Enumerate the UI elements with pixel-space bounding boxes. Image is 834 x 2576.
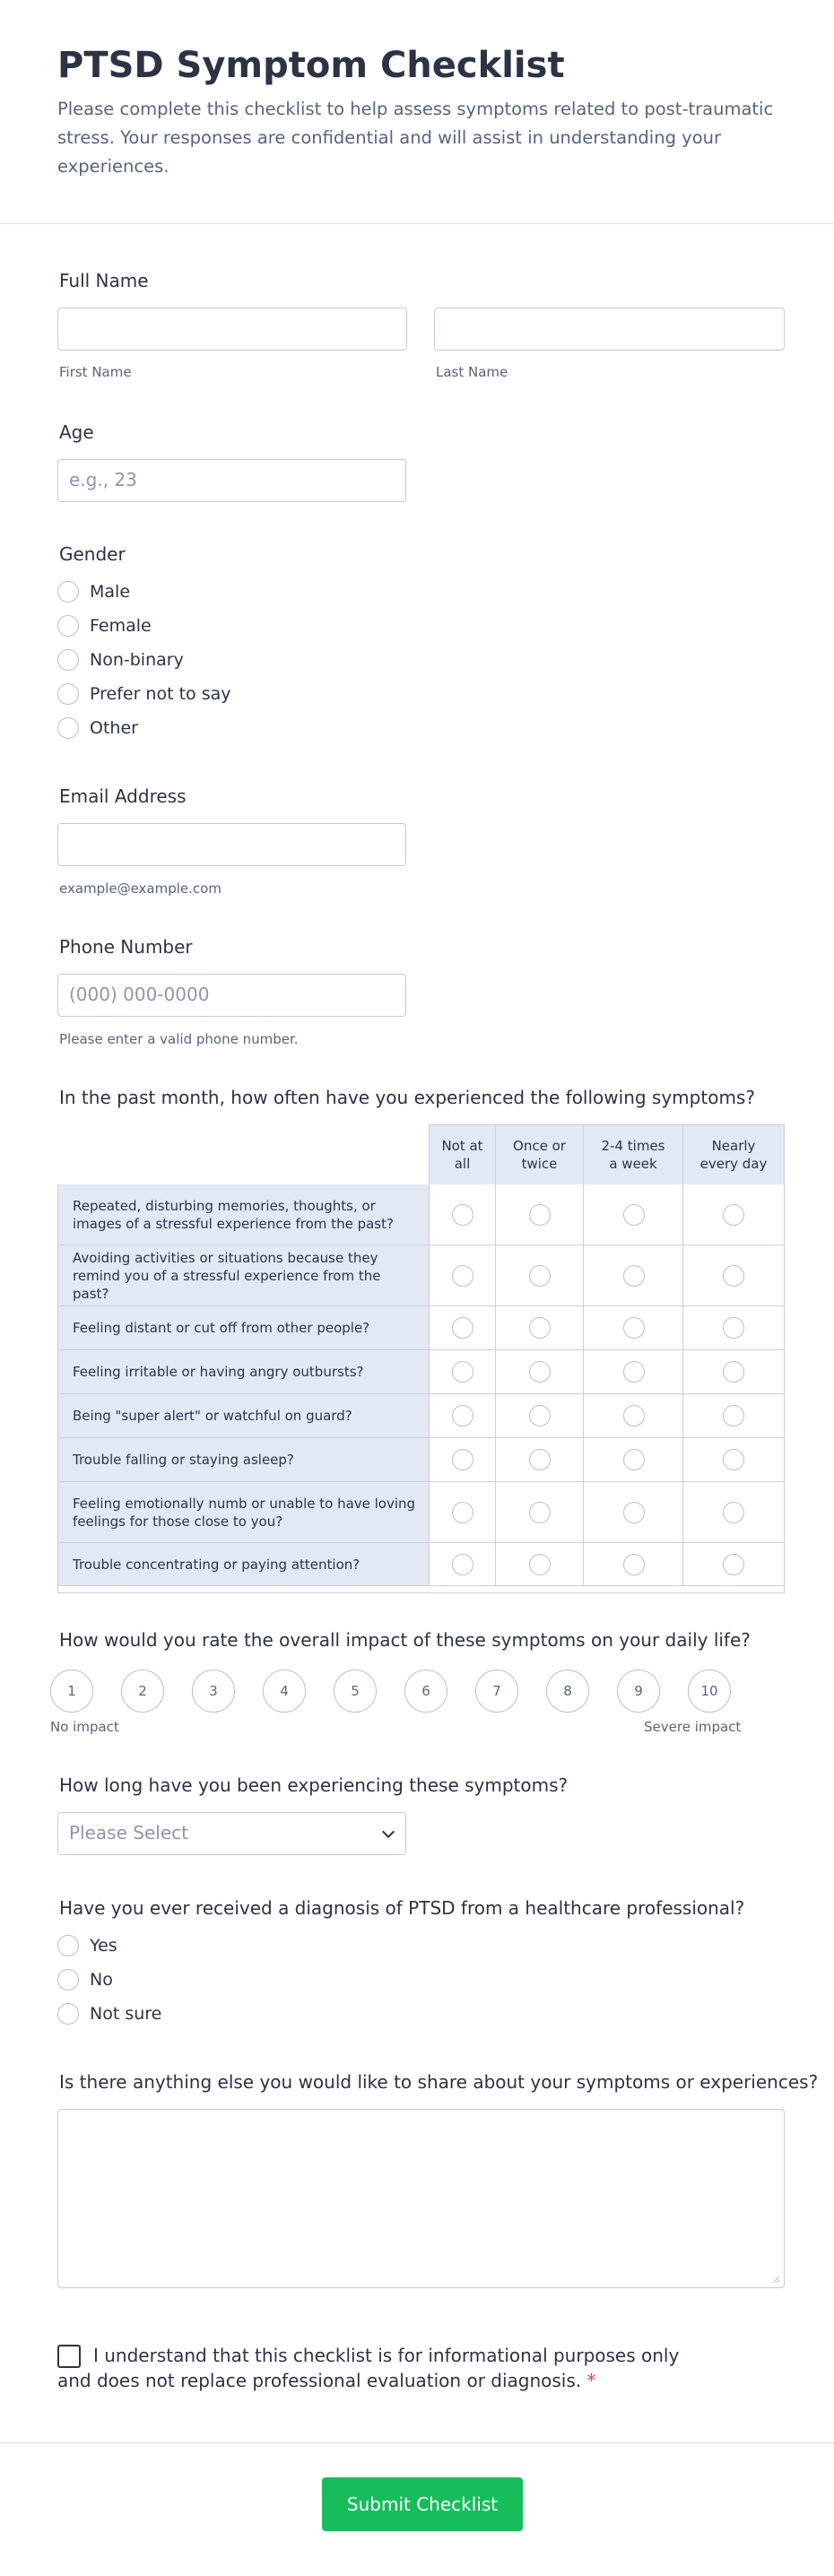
chevron-down-icon xyxy=(382,1826,395,1838)
matrix-cell[interactable] xyxy=(682,1394,784,1438)
radio-button[interactable] xyxy=(57,615,79,637)
gender-option-female[interactable]: Female xyxy=(57,609,231,643)
matrix-radio-button[interactable] xyxy=(723,1361,744,1383)
matrix-radio-button[interactable] xyxy=(452,1449,473,1470)
matrix-cell[interactable] xyxy=(682,1438,784,1482)
matrix-question: In the past month, how often have you experienced the following symptoms? xyxy=(59,1087,755,1108)
matrix-column-header: Once or twice xyxy=(495,1124,584,1185)
duration-selected-value: Please Select xyxy=(69,1822,188,1843)
radio-button[interactable] xyxy=(57,581,79,603)
gender-option-prefer-not-to-say[interactable]: Prefer not to say xyxy=(57,677,231,711)
matrix-cell[interactable] xyxy=(682,1184,784,1245)
notes-label: Is there anything else you would like to share about your symptoms or experiences? xyxy=(59,2071,819,2093)
matrix-radio-button[interactable] xyxy=(723,1449,744,1470)
email-label: Email Address xyxy=(59,785,187,807)
phone-input[interactable]: (000) 000-0000 xyxy=(57,974,406,1017)
matrix-radio-button[interactable] xyxy=(623,1265,645,1287)
matrix-radio-button[interactable] xyxy=(452,1554,473,1575)
matrix-cell[interactable] xyxy=(682,1245,784,1306)
impact-scale-option[interactable]: 8 xyxy=(546,1670,589,1713)
radio-button[interactable] xyxy=(57,1935,79,1956)
last-name-sublabel: Last Name xyxy=(436,364,508,380)
matrix-radio-button[interactable] xyxy=(723,1502,744,1523)
matrix-cell[interactable] xyxy=(429,1245,496,1306)
matrix-column-header: 2-4 times a week xyxy=(583,1124,683,1185)
phone-sublabel: Please enter a valid phone number. xyxy=(59,1031,299,1047)
matrix-cell[interactable] xyxy=(583,1482,683,1543)
impact-scale-option[interactable]: 9 xyxy=(617,1670,660,1713)
matrix-radio-button[interactable] xyxy=(529,1405,551,1427)
diagnosis-option-not-sure[interactable]: Not sure xyxy=(57,1997,161,2031)
matrix-radio-button[interactable] xyxy=(529,1204,551,1226)
gender-label: Gender xyxy=(59,543,126,565)
matrix-cell[interactable] xyxy=(583,1350,683,1394)
impact-high-label: Severe impact xyxy=(644,1719,742,1735)
matrix-radio-button[interactable] xyxy=(623,1554,645,1575)
matrix-radio-button[interactable] xyxy=(529,1317,551,1339)
matrix-radio-button[interactable] xyxy=(723,1204,744,1226)
matrix-radio-button[interactable] xyxy=(452,1204,473,1226)
matrix-radio-button[interactable] xyxy=(623,1502,645,1523)
matrix-cell[interactable] xyxy=(583,1394,683,1438)
matrix-radio-button[interactable] xyxy=(529,1265,551,1287)
submit-button[interactable]: Submit Checklist xyxy=(322,2477,523,2531)
matrix-cell[interactable] xyxy=(682,1350,784,1394)
duration-select[interactable] xyxy=(57,1812,406,1855)
matrix-cell[interactable] xyxy=(495,1350,584,1394)
matrix-row-label: Feeling distant or cut off from other people? xyxy=(58,1306,429,1350)
diagnosis-option-no[interactable]: No xyxy=(57,1963,161,1997)
matrix-cell[interactable] xyxy=(495,1438,584,1482)
matrix-row xyxy=(58,1394,784,1438)
matrix-row xyxy=(58,1184,784,1245)
matrix-radio-button[interactable] xyxy=(452,1502,473,1523)
gender-options xyxy=(57,575,231,745)
matrix-radio-button[interactable] xyxy=(623,1361,645,1383)
impact-scale-option[interactable]: 2 xyxy=(121,1670,164,1713)
matrix-radio-button[interactable] xyxy=(452,1405,473,1427)
diagnosis-options xyxy=(57,1929,161,2031)
impact-scale xyxy=(50,1670,739,1713)
age-input[interactable]: e.g., 23 xyxy=(57,459,406,502)
full-name-label: Full Name xyxy=(59,270,149,291)
matrix-cell[interactable] xyxy=(429,1543,496,1586)
matrix-cell[interactable] xyxy=(429,1184,496,1245)
matrix-cell[interactable] xyxy=(682,1482,784,1543)
matrix-cell[interactable] xyxy=(495,1543,584,1586)
resize-grip-icon[interactable] xyxy=(771,2275,780,2284)
first-name-sublabel: First Name xyxy=(59,364,132,380)
last-name-input[interactable] xyxy=(434,308,785,351)
required-mark: * xyxy=(586,2370,596,2391)
matrix-row-label: Trouble concentrating or paying attention? xyxy=(58,1543,429,1586)
gender-option-male[interactable]: Male xyxy=(57,575,231,609)
matrix-cell[interactable] xyxy=(583,1543,683,1586)
impact-scale-option[interactable]: 10 xyxy=(688,1670,731,1713)
matrix-cell[interactable] xyxy=(495,1306,584,1350)
matrix-cell[interactable] xyxy=(429,1394,496,1438)
matrix-radio-button[interactable] xyxy=(623,1405,645,1427)
matrix-cell[interactable] xyxy=(495,1245,584,1306)
matrix-cell[interactable] xyxy=(682,1543,784,1586)
matrix-cell[interactable] xyxy=(583,1438,683,1482)
gender-option-other[interactable]: Other xyxy=(57,711,231,745)
matrix-radio-button[interactable] xyxy=(452,1265,473,1287)
radio-button[interactable] xyxy=(57,2003,79,2025)
matrix-cell[interactable] xyxy=(429,1350,496,1394)
matrix-cell[interactable] xyxy=(583,1245,683,1306)
matrix-radio-button[interactable] xyxy=(723,1405,744,1427)
diagnosis-option-yes[interactable]: Yes xyxy=(57,1929,161,1963)
impact-scale-option[interactable]: 3 xyxy=(192,1670,235,1713)
matrix-row-label: Feeling irritable or having angry outbursts? xyxy=(58,1350,429,1394)
page-title: PTSD Symptom Checklist xyxy=(57,45,565,86)
matrix-radio-button[interactable] xyxy=(623,1317,645,1339)
impact-low-label: No impact xyxy=(50,1719,119,1735)
impact-scale-option[interactable]: 6 xyxy=(404,1670,447,1713)
email-input[interactable] xyxy=(57,823,406,866)
matrix-row xyxy=(58,1438,784,1482)
email-sublabel: example@example.com xyxy=(59,880,222,897)
matrix-cell[interactable] xyxy=(429,1438,496,1482)
matrix-radio-button[interactable] xyxy=(623,1449,645,1470)
matrix-cell[interactable] xyxy=(495,1184,584,1245)
matrix-radio-button[interactable] xyxy=(723,1265,744,1287)
diagnosis-label: Have you ever received a diagnosis of PTSD from a healthcare professional? xyxy=(59,1897,745,1919)
matrix-cell[interactable] xyxy=(495,1394,584,1438)
first-name-input[interactable] xyxy=(57,308,407,351)
impact-scale-option[interactable]: 5 xyxy=(334,1670,377,1713)
matrix-cell[interactable] xyxy=(583,1306,683,1350)
matrix-row-label: Repeated, disturbing memories, thoughts, or images of a stressful experience from the past? xyxy=(58,1184,429,1245)
radio-button[interactable] xyxy=(57,649,79,671)
phone-label: Phone Number xyxy=(59,936,193,958)
matrix-radio-button[interactable] xyxy=(623,1204,645,1226)
impact-scale-option[interactable]: 7 xyxy=(475,1670,518,1713)
radio-button[interactable] xyxy=(57,683,79,705)
gender-option-non-binary[interactable]: Non-binary xyxy=(57,643,231,677)
matrix-cell[interactable] xyxy=(583,1184,683,1245)
duration-label: How long have you been experiencing these symptoms? xyxy=(59,1774,569,1796)
matrix-column-header: Not at all xyxy=(429,1124,496,1185)
consent-text: I understand that this checklist is for informational purposes only and does not replace professional evaluation or diagnosis. * xyxy=(57,2345,680,2391)
form-description: Please complete this checklist to help assess symptoms related to post-traumatic stress. Your responses are confidential and will assist in understanding your experiences. xyxy=(57,99,774,177)
matrix-radio-button[interactable] xyxy=(529,1554,551,1575)
symptom-matrix xyxy=(57,1124,785,1593)
matrix-row-label: Feeling emotionally numb or unable to have loving feelings for those close to you? xyxy=(58,1482,429,1543)
radio-button[interactable] xyxy=(57,717,79,739)
matrix-cell[interactable] xyxy=(495,1482,584,1543)
notes-textarea[interactable] xyxy=(57,2109,785,2288)
header-divider xyxy=(0,223,834,224)
matrix-radio-button[interactable] xyxy=(529,1502,551,1523)
matrix-body xyxy=(57,1184,785,1593)
matrix-radio-button[interactable] xyxy=(529,1449,551,1470)
matrix-row xyxy=(58,1350,784,1394)
matrix-radio-button[interactable] xyxy=(723,1317,744,1339)
impact-question: How would you rate the overall impact of these symptoms on your daily life? xyxy=(59,1629,751,1651)
matrix-row xyxy=(58,1245,784,1306)
matrix-column-header: Nearly every day xyxy=(682,1124,785,1185)
matrix-row-label: Avoiding activities or situations because they remind you of a stressful experience from the past? xyxy=(58,1245,429,1306)
matrix-radio-button[interactable] xyxy=(452,1317,473,1339)
footer-divider xyxy=(0,2442,834,2443)
matrix-radio-button[interactable] xyxy=(723,1554,744,1575)
matrix-row xyxy=(58,1543,784,1586)
matrix-row xyxy=(58,1306,784,1350)
matrix-cell[interactable] xyxy=(682,1306,784,1350)
matrix-row-label: Being "super alert" or watchful on guard? xyxy=(58,1394,429,1438)
matrix-cell[interactable] xyxy=(429,1482,496,1543)
age-label: Age xyxy=(59,421,94,443)
matrix-row-label: Trouble falling or staying asleep? xyxy=(58,1438,429,1482)
matrix-radio-button[interactable] xyxy=(529,1361,551,1383)
impact-scale-option[interactable]: 4 xyxy=(263,1670,306,1713)
radio-button[interactable] xyxy=(57,1969,79,1991)
matrix-cell[interactable] xyxy=(429,1306,496,1350)
matrix-radio-button[interactable] xyxy=(452,1361,473,1383)
matrix-row xyxy=(58,1482,784,1543)
impact-scale-option[interactable]: 1 xyxy=(50,1670,93,1713)
